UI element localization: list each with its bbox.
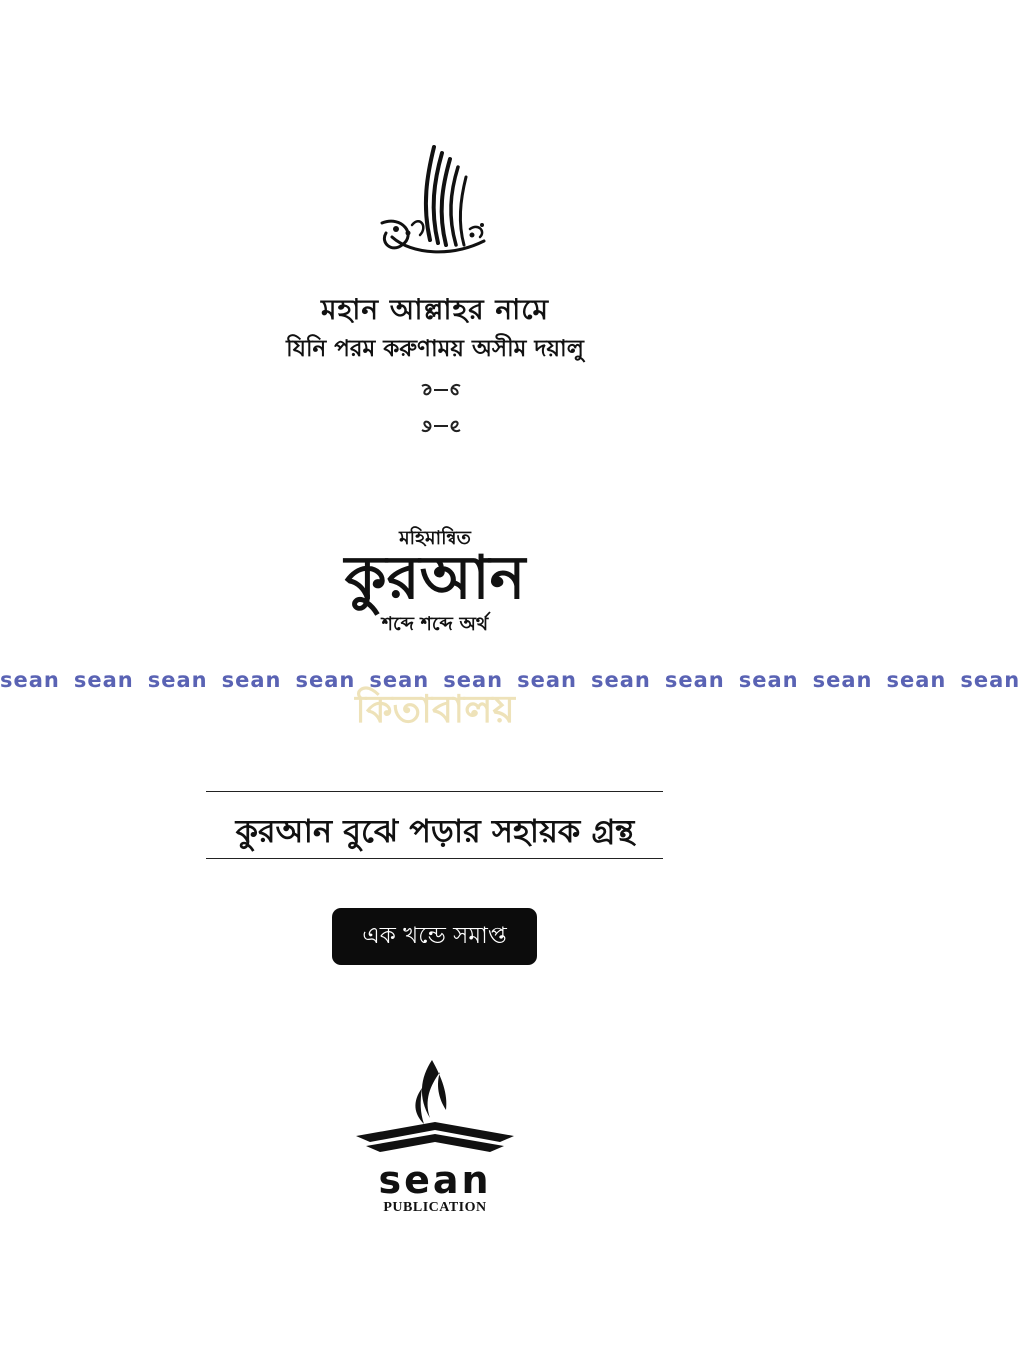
publisher-label: PUBLICATION [383, 1200, 487, 1215]
divider-top [206, 791, 663, 792]
tagline: কুরআন বুঝে পড়ার সহায়ক গ্রন্থ [235, 812, 635, 850]
book-title: কুরআন [344, 543, 526, 613]
watermark-word: sean [221, 668, 282, 692]
watermark-strip [0, 666, 1021, 694]
divider-bottom [206, 858, 663, 859]
watermark-word: sean [0, 668, 60, 692]
watermark-word: sean [73, 668, 134, 692]
watermark-word: sean [295, 668, 356, 692]
watermark-word: sean [517, 668, 577, 692]
title-subtitle: শব্দে শব্দে অর্থ [381, 613, 489, 635]
ornament-icon [418, 380, 464, 436]
bismillah-bengali-line2: যিনি পরম করুণাময় অসীম দয়ালু [286, 336, 584, 362]
watermark-word: sean [886, 668, 947, 692]
bismillah-bengali-line1: মহান আল্লাহর নামে [320, 293, 550, 326]
faded-watermark-logo: কিতাবালয় [355, 687, 515, 731]
publisher-wordmark: sean [378, 1158, 492, 1202]
bismillah-calligraphy-icon [372, 145, 492, 260]
watermark-word: sean [664, 668, 725, 692]
watermark-word: sean [369, 668, 430, 692]
watermark-word: sean [147, 668, 208, 692]
watermark-word: sean [443, 668, 504, 692]
watermark-word: sean [960, 668, 1021, 692]
complete-in-one-volume-badge: এক খন্ডে সমাপ্ত [332, 908, 537, 965]
title-prefix: মহিমান্বিত [399, 527, 471, 549]
watermark-word: sean [738, 668, 799, 692]
watermark-word: sean [812, 668, 873, 692]
publisher-logo-icon [350, 1058, 520, 1158]
watermark-word: sean [591, 668, 651, 692]
